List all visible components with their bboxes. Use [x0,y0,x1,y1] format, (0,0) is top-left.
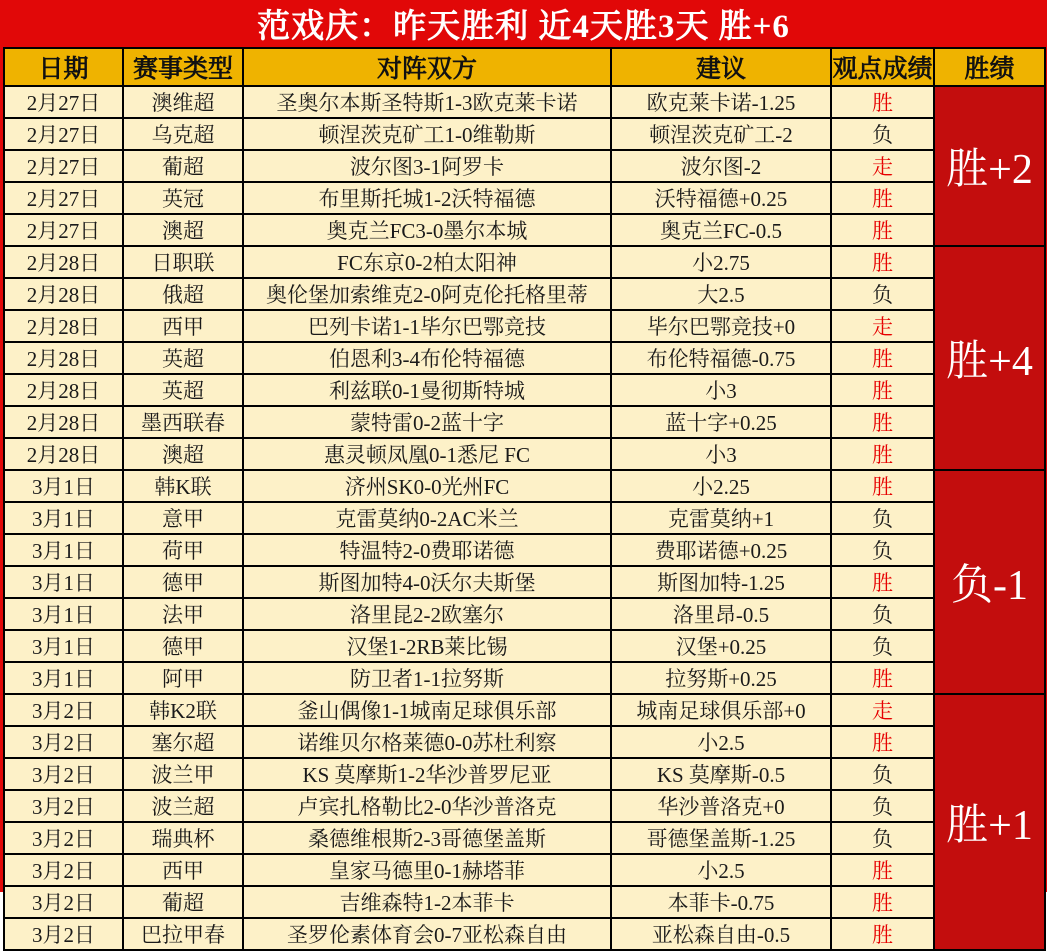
table-row [4,502,1045,534]
league-cell: 日职联 [123,246,243,278]
date-cell: 3月1日 [4,470,123,502]
match-cell: 奥克兰FC3-0墨尔本城 [243,214,611,246]
date-cell: 3月1日 [4,630,123,662]
page-title: 范戏庆：昨天胜利 近4天胜3天 胜+6 [257,9,790,45]
result-cell: 胜 [831,214,934,246]
tip-cell: 亚松森自由-0.5 [611,918,831,950]
record-group-cell: 负-1 [934,470,1045,694]
result-cell: 胜 [831,86,934,118]
match-cell: 波尔图3-1阿罗卡 [243,150,611,182]
match-cell: 克雷莫纳0-2AC米兰 [243,502,611,534]
match-cell: 釜山偶像1-1城南足球俱乐部 [243,694,611,726]
league-cell: 瑞典杯 [123,822,243,854]
table-row [4,598,1045,630]
table-row [4,150,1045,182]
league-cell: 巴拉甲春 [123,918,243,950]
table-row [4,406,1045,438]
table-row [4,214,1045,246]
result-cell: 负 [831,758,934,790]
col-header-date: 日期 [4,48,123,86]
date-cell: 3月1日 [4,598,123,630]
result-cell: 负 [831,598,934,630]
league-cell: 塞尔超 [123,726,243,758]
tip-cell: 费耶诺德+0.25 [611,534,831,566]
match-cell: 圣奥尔本斯圣特斯1-3欧克莱卡诺 [243,86,611,118]
table-row [4,438,1045,470]
record-group-cell: 胜+4 [934,246,1045,470]
match-cell: 皇家马德里0-1赫塔菲 [243,854,611,886]
table-row [4,342,1045,374]
tip-cell: 小3 [611,374,831,406]
tip-cell: 斯图加特-1.25 [611,566,831,598]
league-cell: 澳超 [123,438,243,470]
table-body [4,86,1045,950]
date-cell: 3月2日 [4,854,123,886]
date-cell: 2月28日 [4,310,123,342]
table-row [4,182,1045,214]
match-cell: 桑德维根斯2-3哥德堡盖斯 [243,822,611,854]
tip-cell: 布伦特福德-0.75 [611,342,831,374]
match-cell: 圣罗伦素体育会0-7亚松森自由 [243,918,611,950]
match-cell: 布里斯托城1-2沃特福德 [243,182,611,214]
result-cell: 胜 [831,406,934,438]
record-group-cell: 胜+2 [934,86,1045,246]
league-cell: 德甲 [123,566,243,598]
league-cell: 葡超 [123,886,243,918]
tip-cell: 克雷莫纳+1 [611,502,831,534]
match-cell: 惠灵顿凤凰0-1悉尼 FC [243,438,611,470]
date-cell: 2月28日 [4,342,123,374]
league-cell: 英冠 [123,182,243,214]
league-cell: 荷甲 [123,534,243,566]
date-cell: 3月1日 [4,566,123,598]
date-cell: 3月1日 [4,502,123,534]
tip-cell: 小2.5 [611,854,831,886]
league-cell: 英超 [123,374,243,406]
match-cell: FC东京0-2柏太阳神 [243,246,611,278]
col-header-record: 胜绩 [934,48,1045,86]
league-cell: 德甲 [123,630,243,662]
date-cell: 3月2日 [4,822,123,854]
match-cell: 卢宾扎格勒比2-0华沙普洛克 [243,790,611,822]
result-cell: 负 [831,822,934,854]
date-cell: 3月1日 [4,662,123,694]
result-cell: 负 [831,502,934,534]
results-table [3,47,1046,951]
match-cell: 吉维森特1-2本菲卡 [243,886,611,918]
result-cell: 走 [831,694,934,726]
date-cell: 2月28日 [4,246,123,278]
col-header-tip: 建议 [611,48,831,86]
tip-cell: 小2.25 [611,470,831,502]
match-cell: 斯图加特4-0沃尔夫斯堡 [243,566,611,598]
match-cell: 济州SK0-0光州FC [243,470,611,502]
result-cell: 负 [831,278,934,310]
league-cell: 英超 [123,342,243,374]
record-group-cell: 胜+1 [934,694,1045,950]
result-cell: 负 [831,790,934,822]
result-cell: 胜 [831,886,934,918]
date-cell: 3月2日 [4,918,123,950]
tip-cell: 顿涅茨克矿工-2 [611,118,831,150]
tip-cell: KS 莫摩斯-0.5 [611,758,831,790]
tip-cell: 汉堡+0.25 [611,630,831,662]
table-row [4,662,1045,694]
result-cell: 胜 [831,246,934,278]
tip-cell: 沃特福德+0.25 [611,182,831,214]
table-header [4,48,1045,86]
date-cell: 3月2日 [4,694,123,726]
match-cell: 蒙特雷0-2蓝十字 [243,406,611,438]
match-cell: 诺维贝尔格莱德0-0苏杜利察 [243,726,611,758]
result-cell: 负 [831,534,934,566]
result-cell: 胜 [831,438,934,470]
result-cell: 胜 [831,470,934,502]
result-cell: 负 [831,118,934,150]
date-cell: 3月1日 [4,534,123,566]
tip-cell: 华沙普洛克+0 [611,790,831,822]
table-row [4,86,1045,118]
league-cell: 韩K联 [123,470,243,502]
tip-cell: 本菲卡-0.75 [611,886,831,918]
table-row [4,374,1045,406]
date-cell: 2月28日 [4,438,123,470]
table-row [4,854,1045,886]
league-cell: 澳维超 [123,86,243,118]
table-row [4,886,1045,918]
match-cell: KS 莫摩斯1-2华沙普罗尼亚 [243,758,611,790]
table-row [4,758,1045,790]
date-cell: 2月28日 [4,278,123,310]
col-header-league: 赛事类型 [123,48,243,86]
result-cell: 胜 [831,182,934,214]
match-cell: 利兹联0-1曼彻斯特城 [243,374,611,406]
table-row [4,470,1045,502]
match-cell: 巴列卡诺1-1毕尔巴鄂竞技 [243,310,611,342]
date-cell: 3月2日 [4,790,123,822]
date-cell: 3月2日 [4,726,123,758]
table-row [4,278,1045,310]
league-cell: 西甲 [123,854,243,886]
league-cell: 澳超 [123,214,243,246]
date-cell: 2月28日 [4,406,123,438]
league-cell: 波兰超 [123,790,243,822]
result-cell: 胜 [831,374,934,406]
result-cell: 负 [831,630,934,662]
date-cell: 2月27日 [4,86,123,118]
date-cell: 3月2日 [4,758,123,790]
result-cell: 走 [831,310,934,342]
result-cell: 胜 [831,726,934,758]
tip-cell: 大2.5 [611,278,831,310]
result-cell: 胜 [831,342,934,374]
tip-cell: 城南足球俱乐部+0 [611,694,831,726]
table-row [4,310,1045,342]
league-cell: 阿甲 [123,662,243,694]
match-cell: 奥伦堡加索维克2-0阿克伦托格里蒂 [243,278,611,310]
tip-cell: 蓝十字+0.25 [611,406,831,438]
match-cell: 特温特2-0费耶诺德 [243,534,611,566]
table-row [4,822,1045,854]
league-cell: 西甲 [123,310,243,342]
tip-cell: 小3 [611,438,831,470]
league-cell: 墨西联春 [123,406,243,438]
tip-cell: 小2.75 [611,246,831,278]
league-cell: 葡超 [123,150,243,182]
result-cell: 胜 [831,918,934,950]
match-cell: 洛里昆2-2欧塞尔 [243,598,611,630]
league-cell: 法甲 [123,598,243,630]
col-header-match: 对阵双方 [243,48,611,86]
date-cell: 3月2日 [4,886,123,918]
table-row [4,630,1045,662]
match-cell: 顿涅茨克矿工1-0维勒斯 [243,118,611,150]
result-cell: 胜 [831,662,934,694]
league-cell: 乌克超 [123,118,243,150]
result-cell: 走 [831,150,934,182]
tip-cell: 奥克兰FC-0.5 [611,214,831,246]
match-cell: 伯恩利3-4布伦特福德 [243,342,611,374]
date-cell: 2月27日 [4,150,123,182]
tip-cell: 拉努斯+0.25 [611,662,831,694]
header-row [4,48,1045,86]
date-cell: 2月27日 [4,118,123,150]
table-row [4,694,1045,726]
table-row [4,246,1045,278]
table-row [4,726,1045,758]
match-cell: 汉堡1-2RB莱比锡 [243,630,611,662]
league-cell: 俄超 [123,278,243,310]
league-cell: 波兰甲 [123,758,243,790]
table-row [4,118,1045,150]
result-cell: 胜 [831,854,934,886]
tip-cell: 洛里昂-0.5 [611,598,831,630]
table-row [4,534,1045,566]
tip-cell: 欧克莱卡诺-1.25 [611,86,831,118]
league-cell: 韩K2联 [123,694,243,726]
tip-cell: 毕尔巴鄂竞技+0 [611,310,831,342]
table-row [4,566,1045,598]
tip-cell: 波尔图-2 [611,150,831,182]
tip-cell: 小2.5 [611,726,831,758]
match-cell: 防卫者1-1拉努斯 [243,662,611,694]
table-row [4,790,1045,822]
result-cell: 胜 [831,566,934,598]
date-cell: 2月27日 [4,182,123,214]
date-cell: 2月27日 [4,214,123,246]
table-row [4,918,1045,950]
col-header-result: 观点成绩 [831,48,934,86]
tip-cell: 哥德堡盖斯-1.25 [611,822,831,854]
league-cell: 意甲 [123,502,243,534]
date-cell: 2月28日 [4,374,123,406]
